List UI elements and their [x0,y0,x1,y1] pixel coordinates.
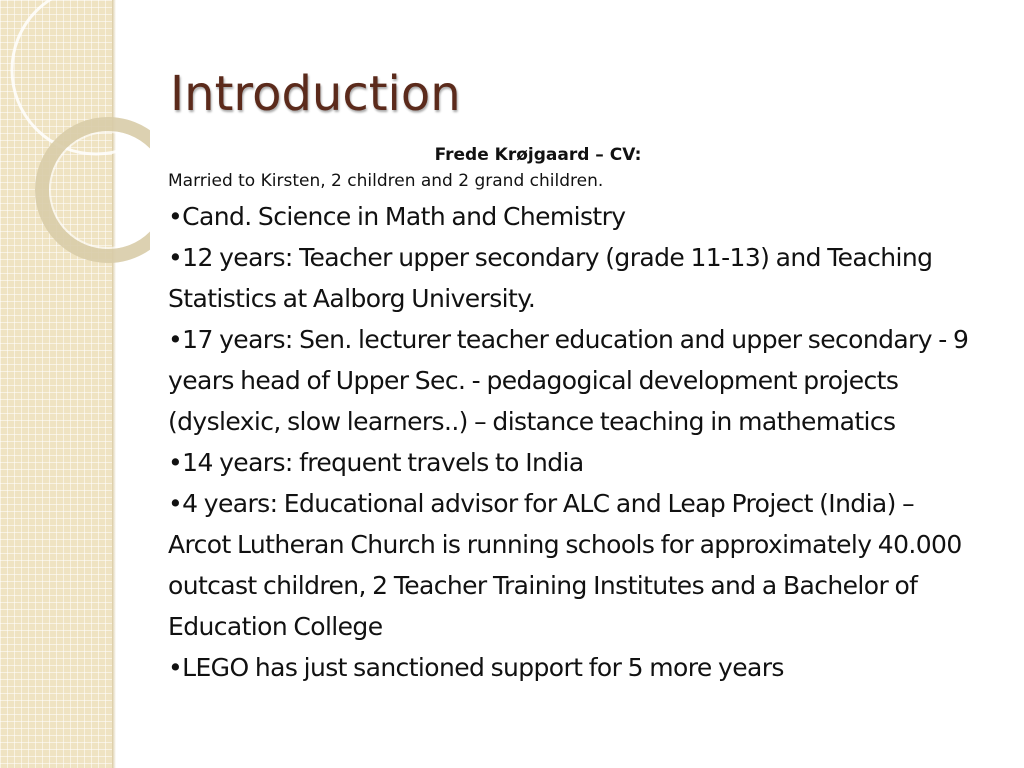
side-panel-edge [112,0,116,768]
bullet-item: •4 years: Educational advisor for ALC and Leap Project (India) – Arcot Lutheran Church is running schools for approximately 40.000 outcast children, 2 Teacher Training Institutes and a Bachelor of Education College [168,489,962,641]
bullet-item: •12 years: Teacher upper secondary (grade 11-13) and Teaching Statistics at Aalborg University. [168,243,933,313]
bullet-item: •14 years: frequent travels to India [168,448,584,477]
cv-heading: Frede Krøjgaard – CV: [434,145,642,165]
decorative-side-panel [0,0,112,768]
cv-subline: Married to Kirsten, 2 children and 2 grand children. [168,171,604,191]
slide-content [168,142,978,688]
bullet-item: •Cand. Science in Math and Chemistry [168,202,626,231]
bullet-item: •17 years: Sen. lecturer teacher education and upper secondary - 9 years head of Upper Sec. - pedagogical development projects (dyslexic, slow learners..) – distance teaching in mathematics [168,325,969,436]
bullet-list [168,196,978,688]
slide-title: Introduction [170,66,461,122]
bullet-item: •LEGO has just sanctioned support for 5 more years [168,653,784,682]
